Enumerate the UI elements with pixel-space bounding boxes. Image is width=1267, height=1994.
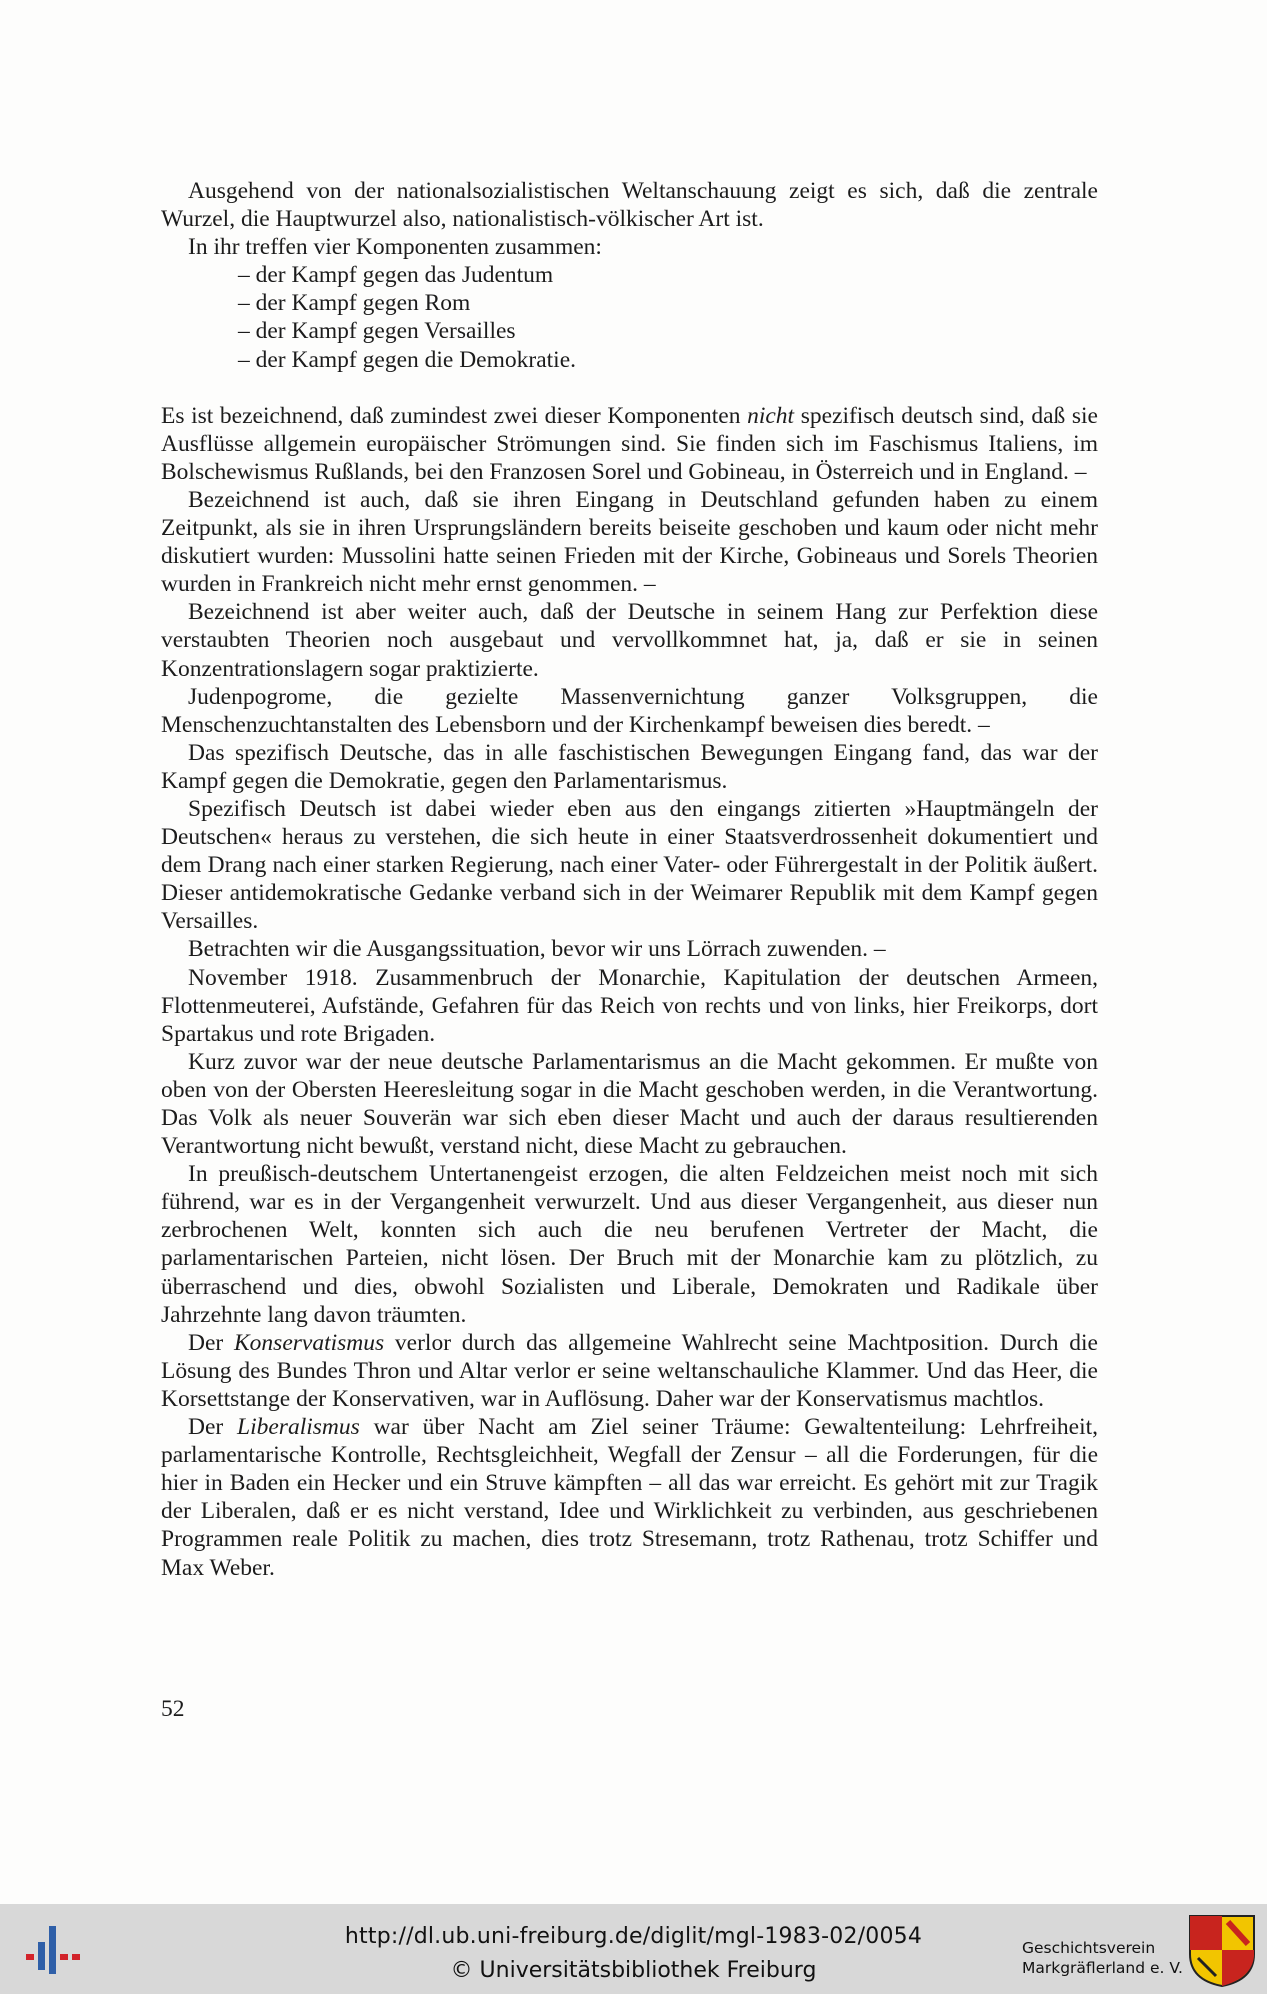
emphasis-nicht: nicht <box>747 402 795 429</box>
components-lead: In ihr treffen vier Komponenten zusammen: <box>188 234 602 261</box>
society-line-1: Geschichtsverein <box>1022 1939 1156 1957</box>
text-span: Der <box>188 1414 238 1441</box>
text-span: Der <box>188 1329 234 1356</box>
paragraph: Bezeichnend ist auch, daß sie ihren Eingang in Deutschland gefunden haben zu einem Zeitpunkt, als sie in ihren Ursprungsländern bereits beiseite geschoben und kaum oder nicht mehr diskutiert wurden: Mussolini hatte seinen Frieden mit der Kirche, Gobineaus und Sorels Theorien wurden in Frankreich nicht mehr ernst genommen. – <box>161 486 1098 598</box>
paragraph: Judenpogrome, die gezielte Massenvernichtung ganzer Volksgruppen, die Menschenzuchtanstalten des Lebensborn und der Kirchenkampf beweisen dies beredt. – <box>161 683 1098 738</box>
paragraph: Spezifisch Deutsch ist dabei wieder eben aus den eingangs zitierten »Hauptmängeln der Deutschen« heraus zu verstehen, die sich heute in einer Staatsverdrossenheit dokumentiert und dem Drang nach einer starken Regierung, nach einer Vater- oder Führergestalt in der Politik äußert. Dieser antidemokratische Gedanke verband sich in der Weimarer Republik mit dem Kampf gegen Versailles. <box>161 795 1098 935</box>
page-number: 52 <box>161 1696 185 1722</box>
coat-of-arms-icon <box>1188 1914 1256 1988</box>
footer-bar <box>0 1904 1267 1994</box>
footer-copyright: © Universitätsbibliothek Freiburg <box>450 1958 817 1983</box>
paragraph <box>161 1413 1098 1582</box>
society-line-2: Markgräflerland e. V. <box>1022 1959 1183 1977</box>
list-item: – der Kampf gegen die Demokratie. <box>238 346 577 373</box>
paragraph <box>161 402 1098 486</box>
paragraph-gap <box>161 374 1098 402</box>
paragraph: Das spezifisch Deutsche, das in alle faschistischen Bewegungen Eingang fand, das war der Kampf gegen die Demokratie, gegen den Parlamentarismus. <box>161 739 1098 794</box>
text-span: war über Nacht am Ziel seiner Träume: Gewaltenteilung: Lehrfreiheit, parlamentarische Kontrolle, Rechtsgleichheit, Wegfall der Zensur – all die Forderungen, für die hier in Baden ein Hecker und ein Struve kämpften – all das war erreicht. Es gehört mit zur Tragik der Liberalen, daß er es nicht verstand, Idee und Wirklichkeit zu verbinden, aus geschriebenen Programmen reale Politik zu machen, dies trotz Stresemann, trotz Rathenau, trotz Schiffer und Max Weber. <box>161 1414 1098 1581</box>
text-span: spezifisch deutsch sind, daß sie Ausflüsse allgemein europäischer Strömungen sind. Sie finden sich im Faschismus Italiens, im Bolschewismus Rußlands, bei den Franzosen Sorel und Gobineau, in Österreich und in England. – <box>161 402 1098 485</box>
paragraph <box>161 1329 1098 1413</box>
text-span: Es ist bezeichnend, daß zumindest zwei dieser Komponenten <box>161 402 748 429</box>
emphasis-liberalismus: Liberalismus <box>237 1414 360 1441</box>
body-text <box>161 177 1098 1582</box>
emphasis-konservatismus: Konservatismus <box>234 1329 385 1356</box>
paragraph: Betrachten wir die Ausgangssituation, bevor wir uns Lörrach zuwenden. – <box>188 936 886 963</box>
components-list <box>161 261 1098 373</box>
paragraph: Bezeichnend ist aber weiter auch, daß der Deutsche in seinem Hang zur Perfektion diese verstaubten Theorien noch ausgebaut und vervollkommnet hat, ja, daß er sie in seinen Konzentrationslagern sogar praktizierte. <box>161 599 1098 682</box>
text-span: verlor durch das allgemeine Wahlrecht seine Machtposition. Durch die Lösung des Bundes Thron und Altar verlor er seine weltanschauliche Klammer. Und das Heer, die Korsettstange der Konservativen, war in Auflösung. Daher war der Konservatismus machtlos. <box>161 1329 1098 1412</box>
paragraph-intro: Ausgehend von der nationalsozialistischen Weltanschauung zeigt es sich, daß die zentrale Wurzel, die Hauptwurzel also, nationalistisch-völkischer Art ist. <box>161 178 1098 233</box>
list-item: – der Kampf gegen Rom <box>238 290 471 317</box>
society-name <box>1022 1938 1187 1978</box>
paragraph: November 1918. Zusammenbruch der Monarchie, Kapitulation der deutschen Armeen, Flottenmeuterei, Aufstände, Gefahren für das Reich von rechts und von links, hier Freikorps, dort Spartakus und rote Brigaden. <box>161 964 1098 1047</box>
footer-url-link[interactable]: http://dl.ub.uni-freiburg.de/diglit/mgl-1983-02/0054 <box>344 1924 923 1949</box>
paragraph: In preußisch-deutschem Untertanengeist erzogen, die alten Feldzeichen meist noch mit sich führend, war es in der Vergangenheit verwurzelt. Und aus dieser Vergangenheit, aus dieser nun zerbrochenen Welt, konnten sich auch die neu berufenen Vertreter der Macht, die parlamentarischen Parteien, nicht lösen. Der Bruch mit der Monarchie kam zu plötzlich, zu überraschend und dies, obwohl Sozialisten und Liberale, Demokraten und Radikale über Jahrzehnte lang davon träumten. <box>161 1161 1098 1328</box>
list-item: – der Kampf gegen Versailles <box>238 318 516 345</box>
paragraph: Kurz zuvor war der neue deutsche Parlamentarismus an die Macht gekommen. Er mußte von oben von der Obersten Heeresleitung sogar in die Macht geschoben werden, in die Verantwortung. Das Volk als neuer Souverän war sich eben dieser Macht und auch der daraus resultierenden Verantwortung nicht bewußt, verstand nicht, diese Macht zu gebrauchen. <box>161 1048 1098 1160</box>
list-item: – der Kampf gegen das Judentum <box>238 262 554 289</box>
